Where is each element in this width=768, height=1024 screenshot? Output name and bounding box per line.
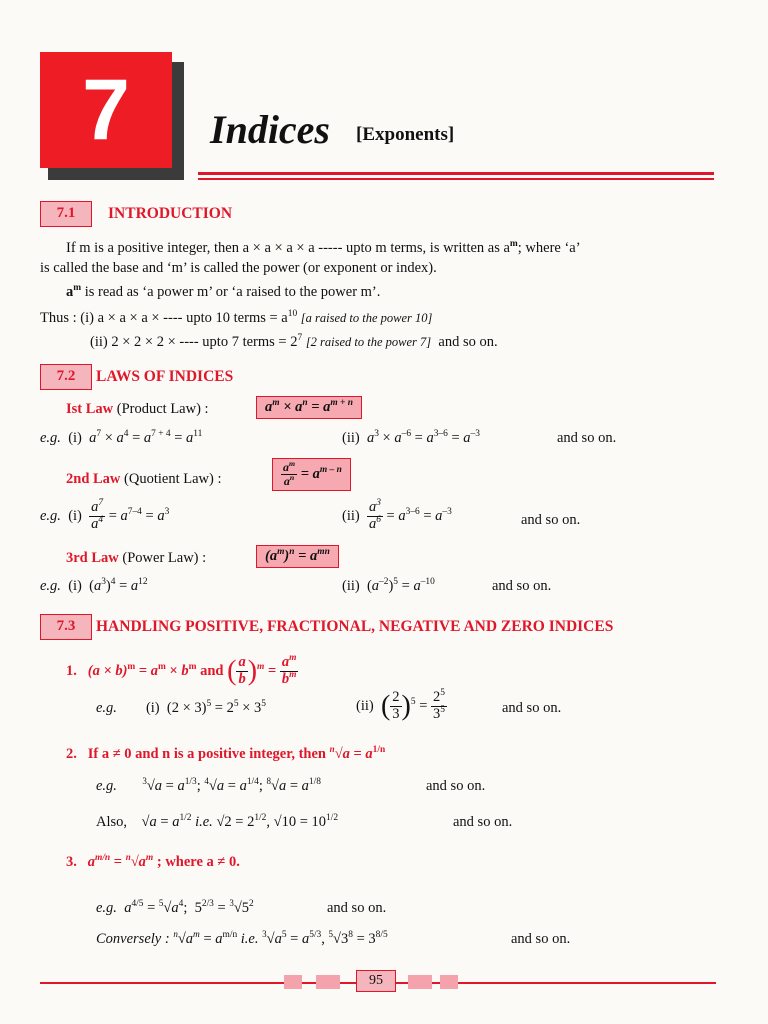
power-law-formula: $(a^m)^n = a^{mn}$ <box>256 545 339 568</box>
example-line: e.g. (i) $(a^3)^4 = a^{12}$ <box>40 577 148 594</box>
example-line: Thus : (i) a × a × a × ---- upto 10 terms = $a^{10}$ [a raised to the power 10] <box>40 309 433 326</box>
example-line: e.g. (i) $a^7 \times a^4 = a^{7 + 4} = a^{11}$ <box>40 429 203 446</box>
example-line: e.g. (i) $\frac{a^7}{a^4}$ = $a^{7-4} = a^3$ <box>40 498 170 532</box>
section-number: 7.1 <box>40 201 92 227</box>
law-label: 2nd Law (Quotient Law) : <box>66 471 222 487</box>
example-line: (ii) $\frac{a^3}{a^6}$ = $a^{3-6} = a^{-3}$ <box>342 498 452 532</box>
law-label: 3rd Law (Power Law) : <box>66 550 207 566</box>
and-so-on: and so on. <box>511 931 571 947</box>
example-line: e.g. (i) $(2 \times 3)^5 = 2^5 \times 3^5$ <box>96 699 266 716</box>
example-line: (ii) $a^3 \times a^{-6} = a^{3-6} = a^{-3}$ <box>342 429 480 446</box>
chapter-title: Indices <box>210 107 330 152</box>
chapter-subtitle: [Exponents] <box>356 124 455 145</box>
example-line: e.g. $a^{4/5} = ^5√a^4$; $5^{2/3} = ^3√5^2$ <box>96 898 254 916</box>
paragraph-line: is called the base and ‘m’ is called the power (or exponent or index). <box>40 260 437 276</box>
paragraph-line: If m is a positive integer, then a × a × a × a ----- upto m terms, is written as $a^m$; where ‘a’ <box>66 239 581 256</box>
and-so-on: and so on. <box>426 778 486 794</box>
footer-decoration <box>440 975 458 989</box>
rule-item-2: 2. If a ≠ 0 and n is a positive integer, then $^n√a = a^{1/n}$ <box>66 744 386 762</box>
example-line: (ii) ( $\frac{2}{3}$ )$^5$ = $\frac{2^5}{3^5}$ <box>356 688 445 722</box>
example-line: e.g. $^3√a = a^{1/3}$; $^4√a = a^{1/4}$; $^8√a = a^{1/8}$ <box>96 776 321 794</box>
and-so-on: and so on. <box>521 512 581 528</box>
example-line: (ii) 2 × 2 × 2 × ---- upto 7 terms = $2^7$ [2 raised to the power 7] and so on. <box>90 333 498 350</box>
footer-decoration <box>408 975 432 989</box>
section-heading: LAWS OF INDICES <box>96 368 234 385</box>
rule-item-1: 1. $(a \times b)^m = a^m \times b^m$ and ( $\frac{a}{b}$ )$^m$ = $\frac{a^m}{b^m}$ <box>66 653 297 687</box>
and-so-on: and so on. <box>557 430 617 446</box>
law-label: Ist Law (Product Law) : <box>66 401 209 417</box>
footer-decoration <box>316 975 340 989</box>
section-number: 7.2 <box>40 364 92 390</box>
page-number: 95 <box>356 970 396 992</box>
title-rule-thin <box>198 178 714 180</box>
section-heading: HANDLING POSITIVE, FRACTIONAL, NEGATIVE AND ZERO INDICES <box>96 618 614 635</box>
example-line: Conversely : $^n√a^m = a^{m/n}$ i.e. $^3√a^5 = a^{5/3}$, $^5√3^8 = 3^{8/5}$ <box>96 929 388 947</box>
section-number: 7.3 <box>40 614 92 640</box>
and-so-on: and so on. <box>502 700 562 716</box>
rule-item-3: 3. $a^{m/n} = ^n√a^m$ ; where a ≠ 0. <box>66 852 240 870</box>
paragraph-line: $a^m$ is read as ‘a power m’ or ‘a raised to the power m’. <box>66 283 381 300</box>
section-heading: INTRODUCTION <box>108 205 233 222</box>
example-line: (ii) $(a^{-2})^5 = a^{-10}$ <box>342 577 435 594</box>
example-line: Also, $√a = a^{1/2}$ i.e. $√2 = 2^{1/2}$, $√10 = 10^{1/2}$ <box>96 813 339 830</box>
and-so-on: and so on. <box>453 814 513 830</box>
product-law-formula: $a^m \times a^n = a^{m + n}$ <box>256 396 362 419</box>
quotient-law-formula: $\frac{a^m}{a^n}$ = $a^{m - n}$ <box>272 458 351 491</box>
footer-decoration <box>284 975 302 989</box>
and-so-on: and so on. <box>327 900 387 916</box>
title-rule <box>198 172 714 175</box>
chapter-number: 7 <box>40 52 172 168</box>
and-so-on: and so on. <box>492 578 552 594</box>
